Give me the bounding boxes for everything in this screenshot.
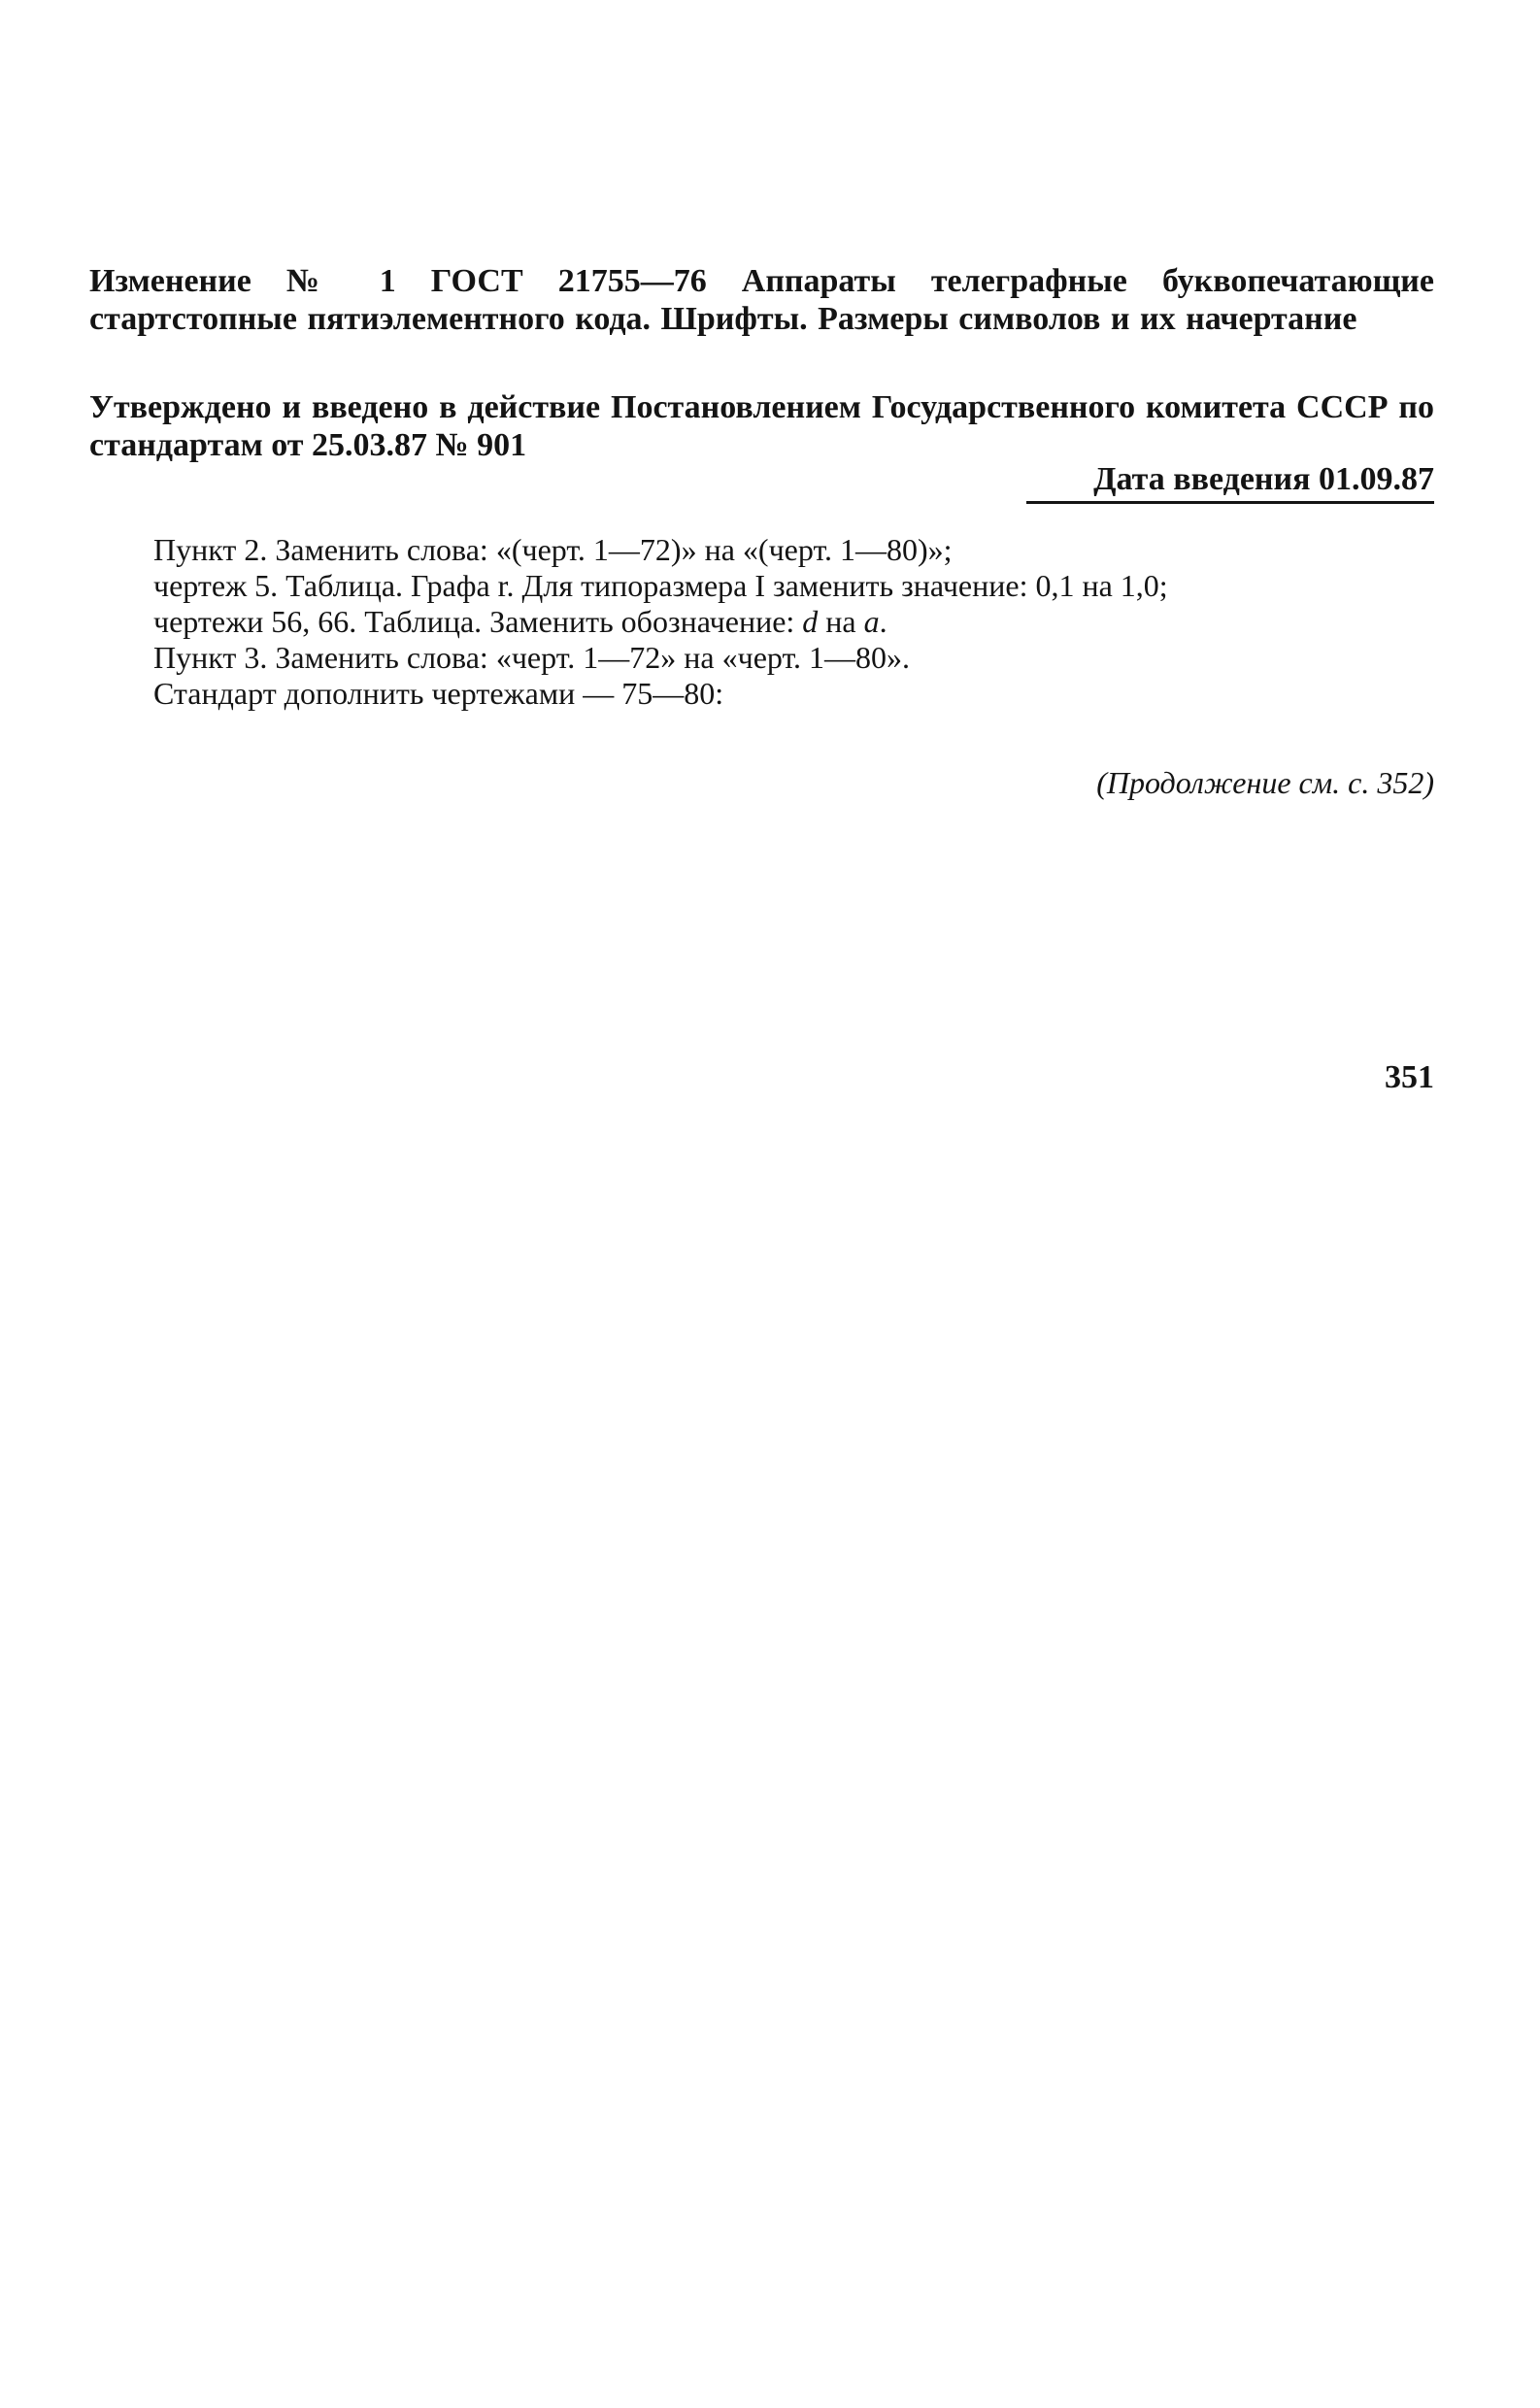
- effective-date: Дата введения 01.09.87: [1026, 460, 1434, 504]
- symbol-d: d: [802, 604, 819, 639]
- paragraph-drawings-period: .: [879, 604, 887, 639]
- symbol-a: a: [863, 604, 880, 639]
- paragraph-drawings-text: чертежи 56, 66. Таблица. Заменить обозначение:: [153, 604, 803, 639]
- amendment-body: [89, 532, 1434, 712]
- page-number: 351: [1385, 1059, 1434, 1095]
- continuation-note: (Продолжение см. с. 352): [1096, 765, 1434, 800]
- paragraph-drawings-56-66: [89, 604, 1434, 640]
- paragraph-item-3: Пункт 3. Заменить слова: «черт. 1—72» на «черт. 1—80».: [153, 640, 911, 675]
- amendment-heading: Изменение № 1 ГОСТ 21755—76 Аппараты телеграфные буквопечатающие стартстопные пятиэлементного кода. Шрифты. Размеры символов и их начертание: [89, 263, 1434, 337]
- paragraph-drawing-5: чертеж 5. Таблица. Графа r. Для типоразмера I заменить значение: 0,1 на 1,0;: [153, 568, 1168, 603]
- paragraph-item-2: Пункт 2. Заменить слова: «(черт. 1—72)» на «(черт. 1—80)»;: [153, 532, 953, 567]
- paragraph-drawings-connector: на: [818, 604, 864, 639]
- paragraph-supplement: Стандарт дополнить чертежами — 75—80:: [153, 676, 724, 711]
- approval-statement: Утверждено и введено в действие Постановлением Государственного комитета СССР по стандартам от 25.03.87 № 901: [89, 389, 1434, 463]
